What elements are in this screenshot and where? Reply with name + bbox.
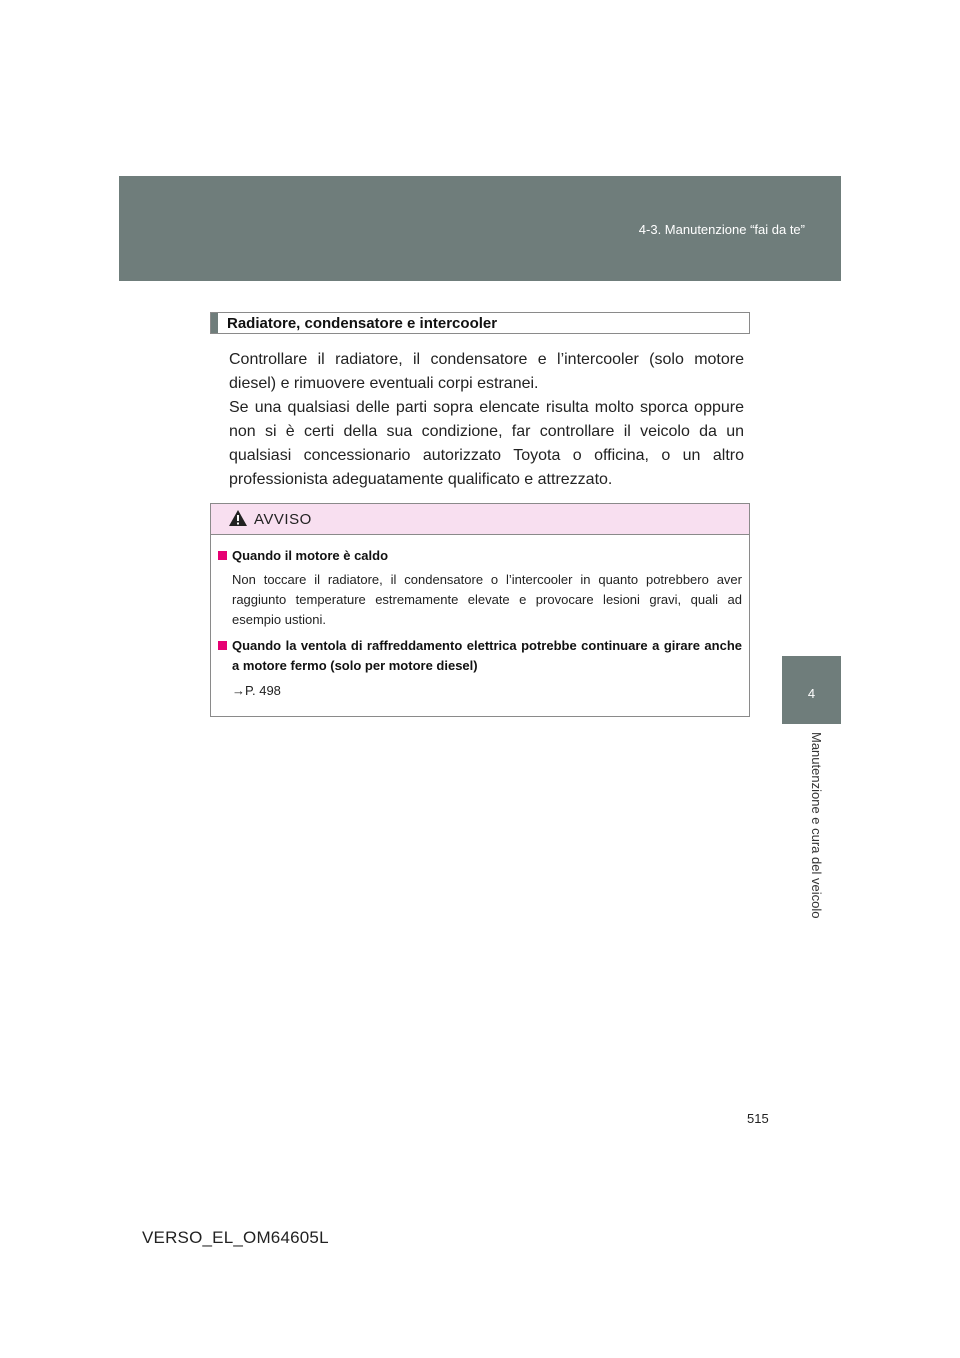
warning-triangle-icon	[228, 509, 248, 527]
warning-body	[211, 535, 749, 701]
warning-box	[210, 503, 750, 717]
bullet-square-icon	[218, 641, 227, 650]
warning-item-title	[218, 636, 742, 676]
warning-title: AVVISO	[254, 511, 312, 528]
warning-item-title-text: Quando il motore è caldo	[232, 548, 389, 563]
header-section-title: 4-3. Manutenzione “fai da te”	[638, 222, 805, 237]
warning-header	[211, 504, 749, 535]
header-band	[119, 176, 841, 281]
page-number: 515	[747, 1111, 769, 1126]
section-title: Radiatore, condensatore e intercooler	[227, 314, 498, 332]
page-reference-link[interactable]: →P. 498	[232, 683, 281, 698]
chapter-tab	[782, 656, 841, 724]
section-title-marker	[211, 313, 218, 333]
chapter-title: Manutenzione e cura del veicolo	[809, 732, 824, 919]
paragraph: Controllare il radiatore, il condensatore e l’intercooler (solo motore diesel) e rimuovere eventuali corpi estranei.	[229, 351, 744, 392]
bullet-square-icon	[218, 551, 227, 560]
document-code: VERSO_EL_OM64605L	[142, 1228, 329, 1247]
paragraph: Se una qualsiasi delle parti sopra elencate risulta molto sporca oppure non si è certi della sua condizione, far controllare il veicolo da un qualsiasi concessionario autorizzato Toyota o officina, o un altro professionista adeguatamente qualificato e attrezzato.	[229, 399, 744, 488]
warning-item-text: Non toccare il radiatore, il condensatore o l’intercooler in quanto potrebbero aver raggiunto temperature estremamente elevate e provocare lesioni gravi, quali ad esempio ustioni.	[232, 572, 742, 627]
section-title-box	[210, 312, 750, 334]
warning-item-title	[218, 546, 742, 566]
warning-item-title-text: Quando la ventola di raffreddamento elettrica potrebbe continuare a girare anche a motore fermo (solo per motore diesel)	[232, 638, 742, 673]
chapter-number: 4	[807, 686, 816, 701]
section-body	[229, 348, 744, 492]
